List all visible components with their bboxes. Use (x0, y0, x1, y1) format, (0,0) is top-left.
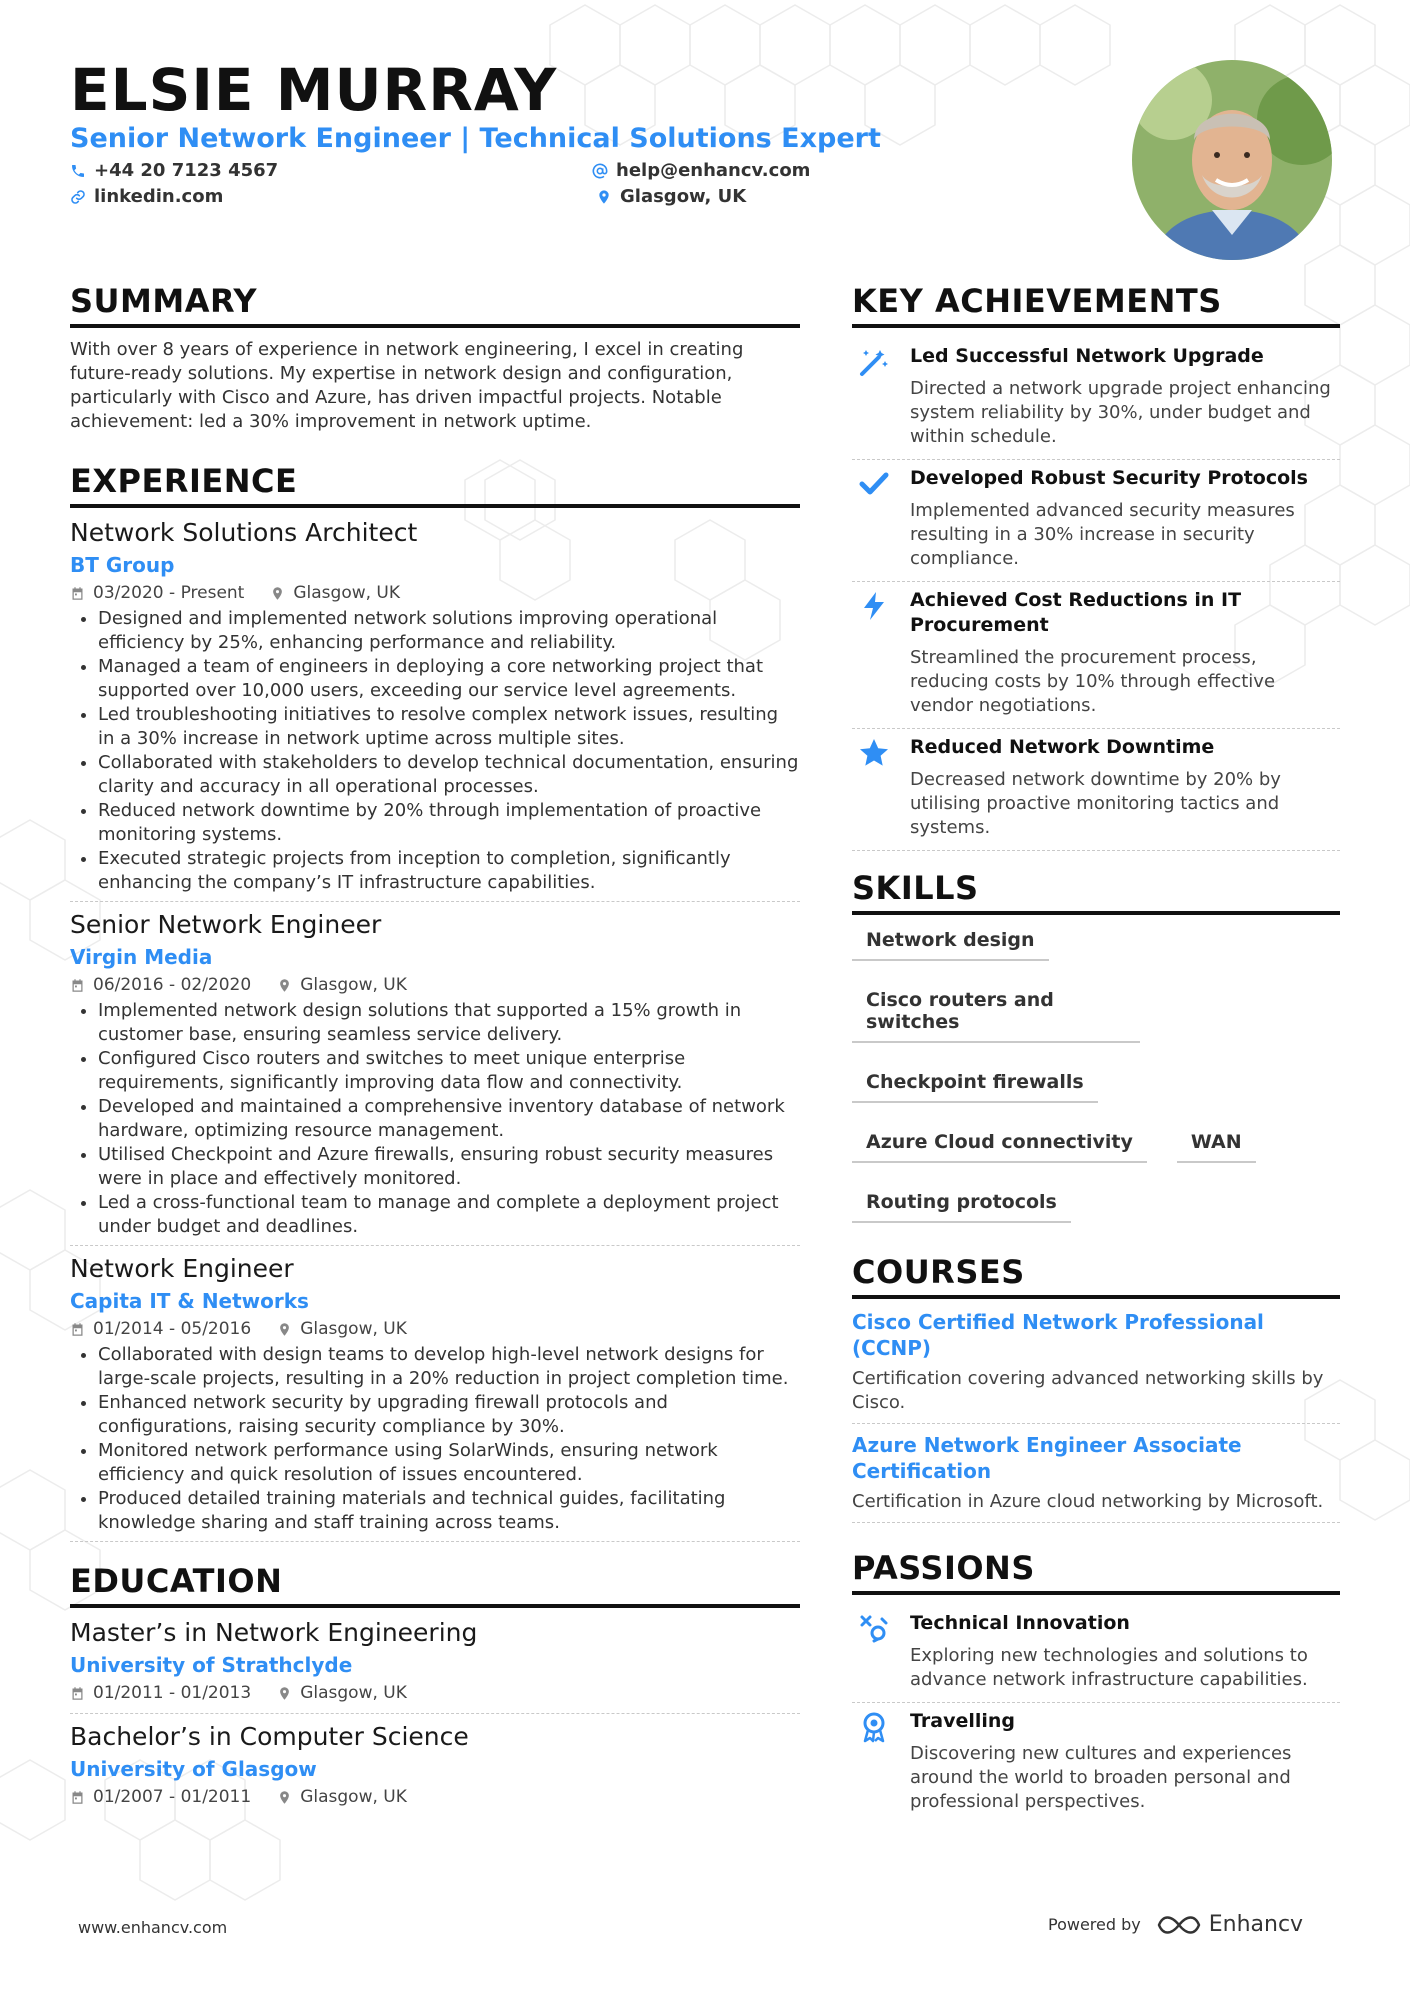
summary-text: With over 8 years of experience in network engineering, I excel in creating future-ready solutions. My expertise in network design and configuration, particularly with Cisco and Azure, has driven impactful projects. Notable achievement: led a 30% improvement in network uptime. (70, 339, 744, 432)
bullet-item: • Led a cross-functional team to manage and complete a deployment project under budget and deadlines. (98, 1191, 800, 1239)
school-name: University of Glasgow (70, 1757, 317, 1781)
candidate-name: ELSIE MURRAY (70, 56, 558, 124)
passion-description: Discovering new cultures and experiences around the world to broaden personal and professional perspectives. (910, 1743, 1292, 1812)
profile-photo (1132, 60, 1332, 260)
course-title: Azure Network Engineer Associate Certification (852, 1433, 1242, 1483)
brand-logo (1155, 1912, 1303, 1937)
skill-tag: Checkpoint firewalls (852, 1067, 1098, 1103)
at-sign-icon (592, 163, 608, 179)
link-icon (70, 189, 86, 205)
skill-tag: Routing protocols (852, 1187, 1071, 1223)
achievement-item (852, 582, 1340, 729)
company-name: BT Group (70, 553, 175, 577)
passion-description: Exploring new technologies and solutions to advance network infrastructure capabilities. (910, 1645, 1308, 1690)
bullet-item: • Reduced network downtime by 20% through implementation of proactive monitoring systems. (98, 799, 800, 847)
job-title: Network Solutions Architect (70, 518, 418, 547)
calendar-icon (70, 1790, 85, 1805)
location-pin-icon (277, 1790, 292, 1805)
achievement-description: Decreased network downtime by 20% by utilising proactive monitoring tactics and systems. (910, 769, 1281, 838)
bullet-item: • Led troubleshooting initiatives to resolve complex network issues, resulting in a 30% increase in network uptime across multiple sites. (98, 703, 800, 751)
location-pin-icon (596, 189, 612, 205)
achievement-item (852, 338, 1340, 460)
innovation-icon (858, 1613, 890, 1645)
degree-title: Master’s in Network Engineering (70, 1618, 478, 1647)
job-bullets (70, 607, 800, 895)
education-dates: 01/2011 - 01/2013 (93, 1683, 252, 1703)
right-column (852, 282, 1340, 1824)
calendar-icon (70, 1686, 85, 1701)
school-name: University of Strathclyde (70, 1653, 353, 1677)
company-name: Virgin Media (70, 945, 213, 969)
job-entry (70, 518, 800, 902)
lightning-icon (858, 590, 890, 622)
passion-title: Travelling (910, 1710, 1016, 1732)
bullet-item: • Developed and maintained a comprehensive inventory database of network hardware, optimizing resource management. (98, 1095, 800, 1143)
experience-heading: EXPERIENCE (70, 462, 800, 508)
email-text: help@enhancv.com (616, 160, 811, 181)
course-title: Cisco Certified Network Professional (CCNP) (852, 1310, 1264, 1360)
linkedin-text: linkedin.com (94, 186, 224, 207)
bullet-item: • Collaborated with stakeholders to develop technical documentation, ensuring clarity and accuracy in all operational processes. (98, 751, 800, 799)
achievement-title: Developed Robust Security Protocols (910, 467, 1308, 489)
bullet-item: • Produced detailed training materials and technical guides, facilitating knowledge sharing and staff training across teams. (98, 1487, 800, 1535)
contact-linkedin[interactable] (70, 186, 223, 207)
courses-heading: COURSES (852, 1253, 1340, 1299)
brand-name: Enhancv (1208, 1912, 1304, 1937)
job-location: Glasgow, UK (293, 583, 401, 603)
course-item (852, 1309, 1340, 1424)
footer-website[interactable]: www.enhancv.com (78, 1918, 228, 1937)
phone-text: +44 20 7123 4567 (94, 160, 279, 181)
skill-tag: WAN (1177, 1127, 1256, 1163)
bullet-item: • Designed and implemented network solutions improving operational efficiency by 25%, enhancing performance and reliability. (98, 607, 800, 655)
education-entry (70, 1722, 800, 1817)
achievement-title: Led Successful Network Upgrade (910, 345, 1264, 367)
achievement-description: Directed a network upgrade project enhancing system reliability by 30%, under budget and within schedule. (910, 378, 1331, 447)
achievement-title: Achieved Cost Reductions in IT Procurement (910, 589, 1242, 636)
magic-wand-icon (858, 346, 890, 378)
job-meta (70, 1319, 800, 1339)
education-location: Glasgow, UK (300, 1683, 407, 1703)
job-meta (70, 975, 800, 995)
company-name: Capita IT & Networks (70, 1289, 309, 1313)
left-column (70, 282, 800, 1825)
job-bullets (70, 1343, 800, 1535)
bullet-item: • Collaborated with design teams to develop high-level network designs for large-scale projects, resulting in a 20% reduction in project completion time. (98, 1343, 800, 1391)
achievement-title: Reduced Network Downtime (910, 736, 1215, 758)
bullet-item: • Managed a team of engineers in deploying a core networking project that supported over 10,000 users, exceeding our service level agreements. (98, 655, 800, 703)
footer-branding[interactable] (1048, 1912, 1303, 1937)
achievements-heading: KEY ACHIEVEMENTS (852, 282, 1340, 328)
award-ribbon-icon (858, 1711, 890, 1743)
phone-icon (70, 163, 86, 179)
achievement-description: Streamlined the procurement process, reducing costs by 10% through effective vendor negotiations. (910, 647, 1276, 716)
passions-heading: PASSIONS (852, 1549, 1340, 1595)
calendar-icon (70, 978, 85, 993)
bullet-item: • Configured Cisco routers and switches to meet unique enterprise requirements, significantly improving data flow and connectivity. (98, 1047, 800, 1095)
contact-phone[interactable] (70, 160, 278, 181)
job-dates: 06/2016 - 02/2020 (93, 975, 252, 995)
achievement-item (852, 460, 1340, 582)
bullet-item: • Utilised Checkpoint and Azure firewalls, ensuring robust security measures were in place and effectively monitored. (98, 1143, 800, 1191)
job-bullets (70, 999, 800, 1239)
education-dates: 01/2007 - 01/2011 (93, 1787, 252, 1807)
passion-title: Technical Innovation (910, 1612, 1130, 1634)
job-dates: 03/2020 - Present (93, 583, 245, 603)
skill-tag: Cisco routers and switches (852, 985, 1140, 1043)
education-heading: EDUCATION (70, 1562, 800, 1608)
contact-location (596, 186, 746, 207)
achievement-item (852, 729, 1340, 851)
degree-title: Bachelor’s in Computer Science (70, 1722, 469, 1751)
summary-heading: SUMMARY (70, 282, 800, 328)
skills-list (852, 925, 1340, 1223)
education-meta (70, 1787, 800, 1807)
achievement-description: Implemented advanced security measures resulting in a 30% increase in security compliance. (910, 500, 1295, 569)
job-title: Network Engineer (70, 1254, 294, 1283)
location-text: Glasgow, UK (620, 186, 747, 207)
checkmark-icon (858, 468, 890, 500)
job-meta (70, 583, 800, 603)
calendar-icon (70, 586, 85, 601)
location-pin-icon (277, 978, 292, 993)
location-pin-icon (277, 1686, 292, 1701)
skill-tag: Azure Cloud connectivity (852, 1127, 1147, 1163)
education-entry (70, 1618, 800, 1714)
star-icon (858, 737, 890, 769)
bullet-item: • Executed strategic projects from inception to completion, significantly enhancing the company’s IT infrastructure capabilities. (98, 847, 800, 895)
job-location: Glasgow, UK (300, 975, 407, 995)
course-item (852, 1432, 1340, 1523)
passion-item (852, 1703, 1340, 1824)
location-pin-icon (270, 586, 285, 601)
skill-tag: Network design (852, 925, 1049, 961)
candidate-role: Senior Network Engineer | Technical Solutions Expert (70, 123, 881, 154)
location-pin-icon (277, 1322, 292, 1337)
bullet-item: • Enhanced network security by upgrading firewall protocols and configurations, raising security compliance by 30%. (98, 1391, 800, 1439)
job-title: Senior Network Engineer (70, 910, 382, 939)
course-description: Certification in Azure cloud networking by Microsoft. (852, 1491, 1324, 1512)
education-meta (70, 1683, 800, 1703)
contact-email[interactable] (592, 160, 810, 181)
calendar-icon (70, 1322, 85, 1337)
job-dates: 01/2014 - 05/2016 (93, 1319, 252, 1339)
job-entry (70, 1254, 800, 1542)
job-location: Glasgow, UK (300, 1319, 407, 1339)
enhancv-logo-icon (1155, 1913, 1203, 1937)
powered-by-text: Powered by (1048, 1915, 1141, 1934)
skills-heading: SKILLS (852, 869, 1340, 915)
passion-item (852, 1605, 1340, 1703)
job-entry (70, 910, 800, 1246)
course-description: Certification covering advanced networking skills by Cisco. (852, 1368, 1324, 1413)
bullet-item: • Monitored network performance using SolarWinds, ensuring network efficiency and quick resolution of issues encountered. (98, 1439, 800, 1487)
education-location: Glasgow, UK (300, 1787, 407, 1807)
bullet-item: • Implemented network design solutions that supported a 15% growth in customer base, ensuring seamless service delivery. (98, 999, 800, 1047)
